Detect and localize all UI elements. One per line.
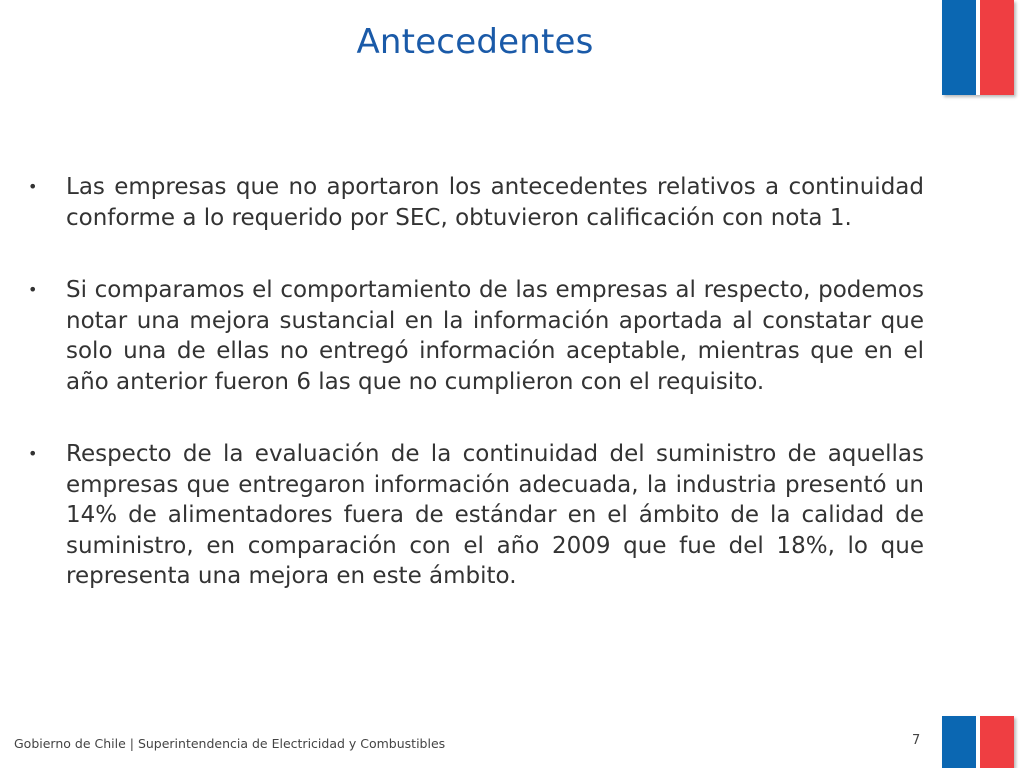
slide-title: Antecedentes <box>356 22 594 62</box>
footer-text: Gobierno de Chile | Superintendencia de Electricidad y Combustibles <box>14 736 446 751</box>
bullet-list <box>28 172 924 634</box>
flag-blue-stripe <box>942 716 976 768</box>
bullet-item-2 <box>28 275 924 397</box>
chile-flag-stripes-top <box>942 0 1014 95</box>
bullet-marker: • <box>28 444 38 463</box>
bullet-item-1 <box>28 172 924 233</box>
flag-red-stripe <box>980 716 1014 768</box>
bullet-marker: • <box>28 177 38 196</box>
chile-flag-stripes-bottom <box>942 716 1014 768</box>
bullet-text: Respecto de la evaluación de la continuidad del suministro de aquellas empresas que entregaron información adecuada, la industria presentó un 14% de alimentadores fuera de estándar en el ámbito de la calidad de suministro, en comparación con el año 2009 que fue del 18%, lo que representa una mejora en este ámbito. <box>66 441 924 589</box>
page-number: 7 <box>912 733 921 748</box>
bullet-marker: • <box>28 280 38 299</box>
bullet-text: Las empresas que no aportaron los antecedentes relativos a continuidad conforme a lo requerido por SEC, obtuvieron calificación con nota 1. <box>66 174 924 231</box>
bullet-item-3 <box>28 439 924 592</box>
bullet-text: Si comparamos el comportamiento de las empresas al respecto, podemos notar una mejora sustancial en la información aportada al constatar que solo una de ellas no entregó información aceptable, mientras que en el año anterior fueron 6 las que no cumplieron con el requisito. <box>66 277 924 395</box>
flag-red-stripe <box>980 0 1014 95</box>
